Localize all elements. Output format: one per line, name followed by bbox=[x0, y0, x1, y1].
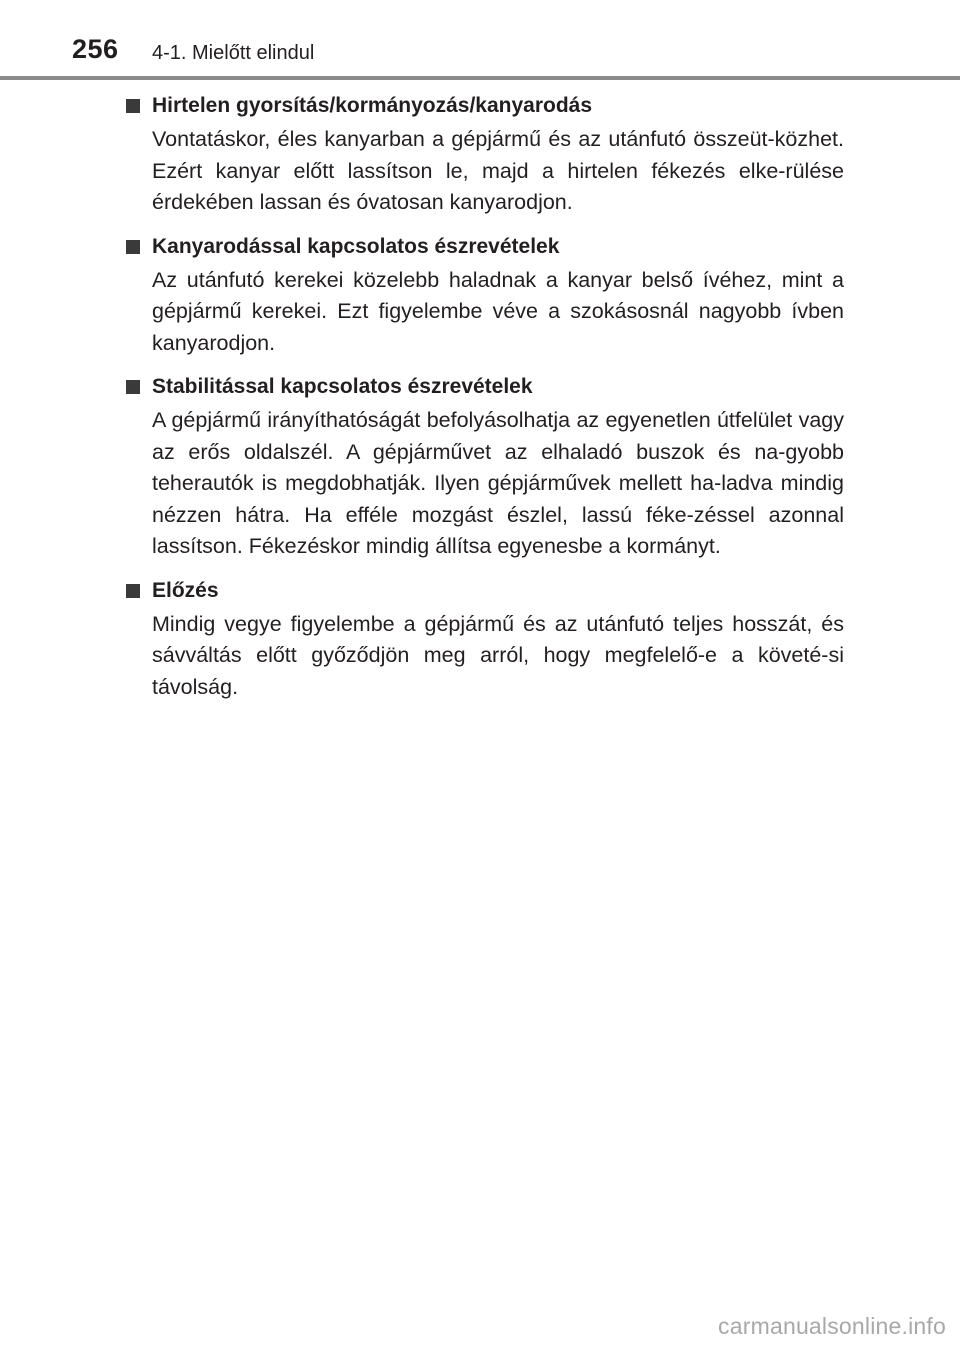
section-turning bbox=[126, 229, 844, 366]
footer-watermark[interactable]: carmanualsonline.info bbox=[718, 1313, 946, 1339]
section-heading-text: Kanyarodással kapcsolatos észrevételek bbox=[152, 234, 560, 258]
header-rule bbox=[0, 76, 960, 80]
square-bullet-icon bbox=[126, 99, 140, 113]
section-body: Vontatáskor, éles kanyarban a gépjármű és az utánfutó összeüt-közhet. Ezért kanyar előtt lassítson le, majd a hirtelen fékezés elke-rülése érdekében lassan és óvatosan kanyarodjon. bbox=[152, 127, 844, 214]
section-body: Mindig vegye figyelembe a gépjármű és az utánfutó teljes hosszát, és sávváltás előtt győződjön meg arról, hogy megfelelő-e a követé-si távolság. bbox=[152, 611, 844, 699]
page-number: 256 bbox=[72, 34, 119, 64]
chapter-title: 4-1. Mielőtt elindul bbox=[152, 42, 315, 64]
section-sudden-maneuvers bbox=[126, 88, 844, 225]
section-overtaking bbox=[126, 573, 844, 710]
section-heading-text: Stabilitással kapcsolatos észrevételek bbox=[152, 375, 533, 398]
section-body: Az utánfutó kerekei közelebb haladnak a kanyar belső ívéhez, mint a gépjármű kerekei. Ezt figyelembe véve a szokásosnál nagyobb ívben kanyarodjon. bbox=[152, 267, 844, 355]
square-bullet-icon bbox=[126, 240, 140, 254]
section-stability bbox=[126, 369, 844, 569]
square-bullet-icon bbox=[126, 380, 140, 394]
square-bullet-icon bbox=[126, 584, 140, 598]
section-heading bbox=[126, 229, 844, 265]
section-heading-text: Előzés bbox=[152, 578, 219, 602]
section-heading bbox=[126, 88, 844, 124]
section-heading bbox=[126, 573, 844, 609]
section-heading bbox=[126, 369, 844, 405]
section-body: A gépjármű irányíthatóságát befolyásolhatja az egyenetlen útfelület vagy az erős oldalszél. A gépjárművet az elhaladó buszok és na-gyobb teherautók is megdobhatják. Ilyen gépjárművek mellett ha-ladva mindig nézzen hátra. Ha efféle mozgást észlel, lassú féke-zéssel azonnal lassítson. Fékezéskor mindig állítsa egyenesbe a kormányt. bbox=[152, 408, 844, 558]
content bbox=[126, 88, 844, 713]
section-heading-text: Hirtelen gyorsítás/kormányozás/kanyarodás bbox=[152, 94, 593, 117]
